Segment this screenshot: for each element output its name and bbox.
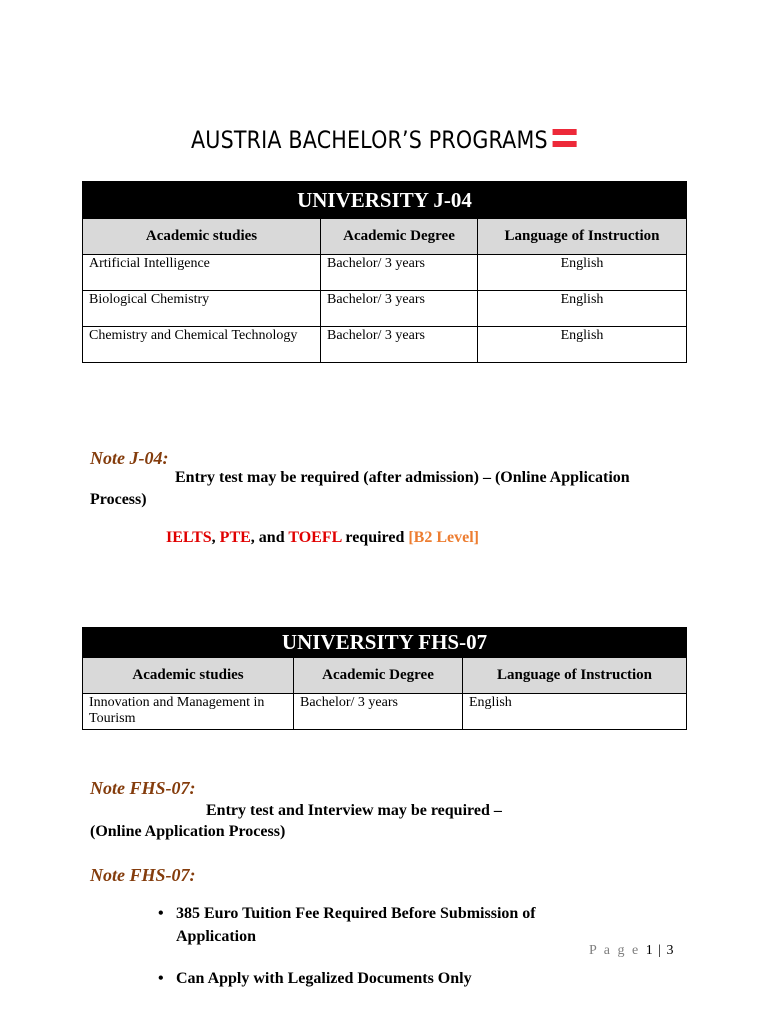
note-j04-line2: Process) — [90, 491, 147, 508]
university-fhs07-table — [82, 627, 687, 730]
note-j04-line1: Entry test may be required (after admission) – (Online Application — [175, 469, 630, 486]
required-text: required — [341, 529, 409, 546]
cell-study: Innovation and Management in Tourism — [83, 694, 294, 730]
note-fhs07-line2: (Online Application Process) — [90, 823, 286, 840]
separator-text: , — [211, 529, 220, 546]
austria-flag-icon — [553, 129, 577, 147]
header-language: Language of Instruction — [463, 658, 687, 694]
table-row — [83, 327, 687, 363]
toefl-text: TOEFL — [288, 529, 342, 546]
pte-text: PTE — [219, 529, 251, 546]
list-item: • Can Apply with Legalized Documents Only — [158, 967, 598, 990]
cell-study: Artificial Intelligence — [83, 255, 321, 291]
cell-language: English — [478, 255, 687, 291]
requirements-list-2 — [158, 967, 598, 990]
header-academic-studies: Academic studies — [83, 658, 294, 694]
flag-stripe-bottom — [553, 141, 577, 147]
language-requirements — [166, 529, 479, 547]
table-row — [83, 255, 687, 291]
cell-language: English — [463, 694, 687, 730]
cell-degree: Bachelor/ 3 years — [294, 694, 463, 730]
and-text: , and — [250, 529, 289, 546]
university-name: UNIVERSITY FHS-07 — [83, 628, 687, 658]
note-fhs07-label: Note FHS-07: — [90, 778, 196, 798]
cell-study: Chemistry and Chemical Technology — [83, 327, 321, 363]
cell-language: English — [478, 291, 687, 327]
note-j04-label: Note J-04: — [90, 448, 169, 468]
table-row — [83, 291, 687, 327]
university-j04-table — [82, 181, 687, 363]
cell-degree: Bachelor/ 3 years — [321, 291, 478, 327]
university-name: UNIVERSITY J-04 — [83, 182, 687, 219]
header-academic-degree: Academic Degree — [294, 658, 463, 694]
column-header-row — [83, 219, 687, 255]
title-text: AUSTRIA BACHELOR’S PROGRAMS — [191, 126, 548, 154]
column-header-row — [83, 658, 687, 694]
page-word: P a g e — [589, 943, 641, 958]
page-number — [589, 943, 675, 959]
page-title — [54, 126, 714, 154]
header-academic-degree: Academic Degree — [321, 219, 478, 255]
note-fhs07-line1: Entry test and Interview may be required – — [206, 802, 502, 819]
table-title-row — [83, 628, 687, 658]
cell-degree: Bachelor/ 3 years — [321, 327, 478, 363]
ielts-text: IELTS — [166, 529, 212, 546]
note-fhs07-second-label: Note FHS-07: — [90, 865, 196, 885]
cell-study: Biological Chemistry — [83, 291, 321, 327]
table-title-row — [83, 182, 687, 219]
page-number-value: 1 | 3 — [645, 943, 675, 958]
requirements-list — [158, 902, 598, 948]
list-item: • 385 Euro Tuition Fee Required Before Submission of Application — [158, 902, 598, 948]
header-academic-studies: Academic studies — [83, 219, 321, 255]
cell-degree: Bachelor/ 3 years — [321, 255, 478, 291]
cell-language: English — [478, 327, 687, 363]
level-text: [B2 Level] — [408, 529, 479, 546]
table-row — [83, 694, 687, 730]
header-language: Language of Instruction — [478, 219, 687, 255]
